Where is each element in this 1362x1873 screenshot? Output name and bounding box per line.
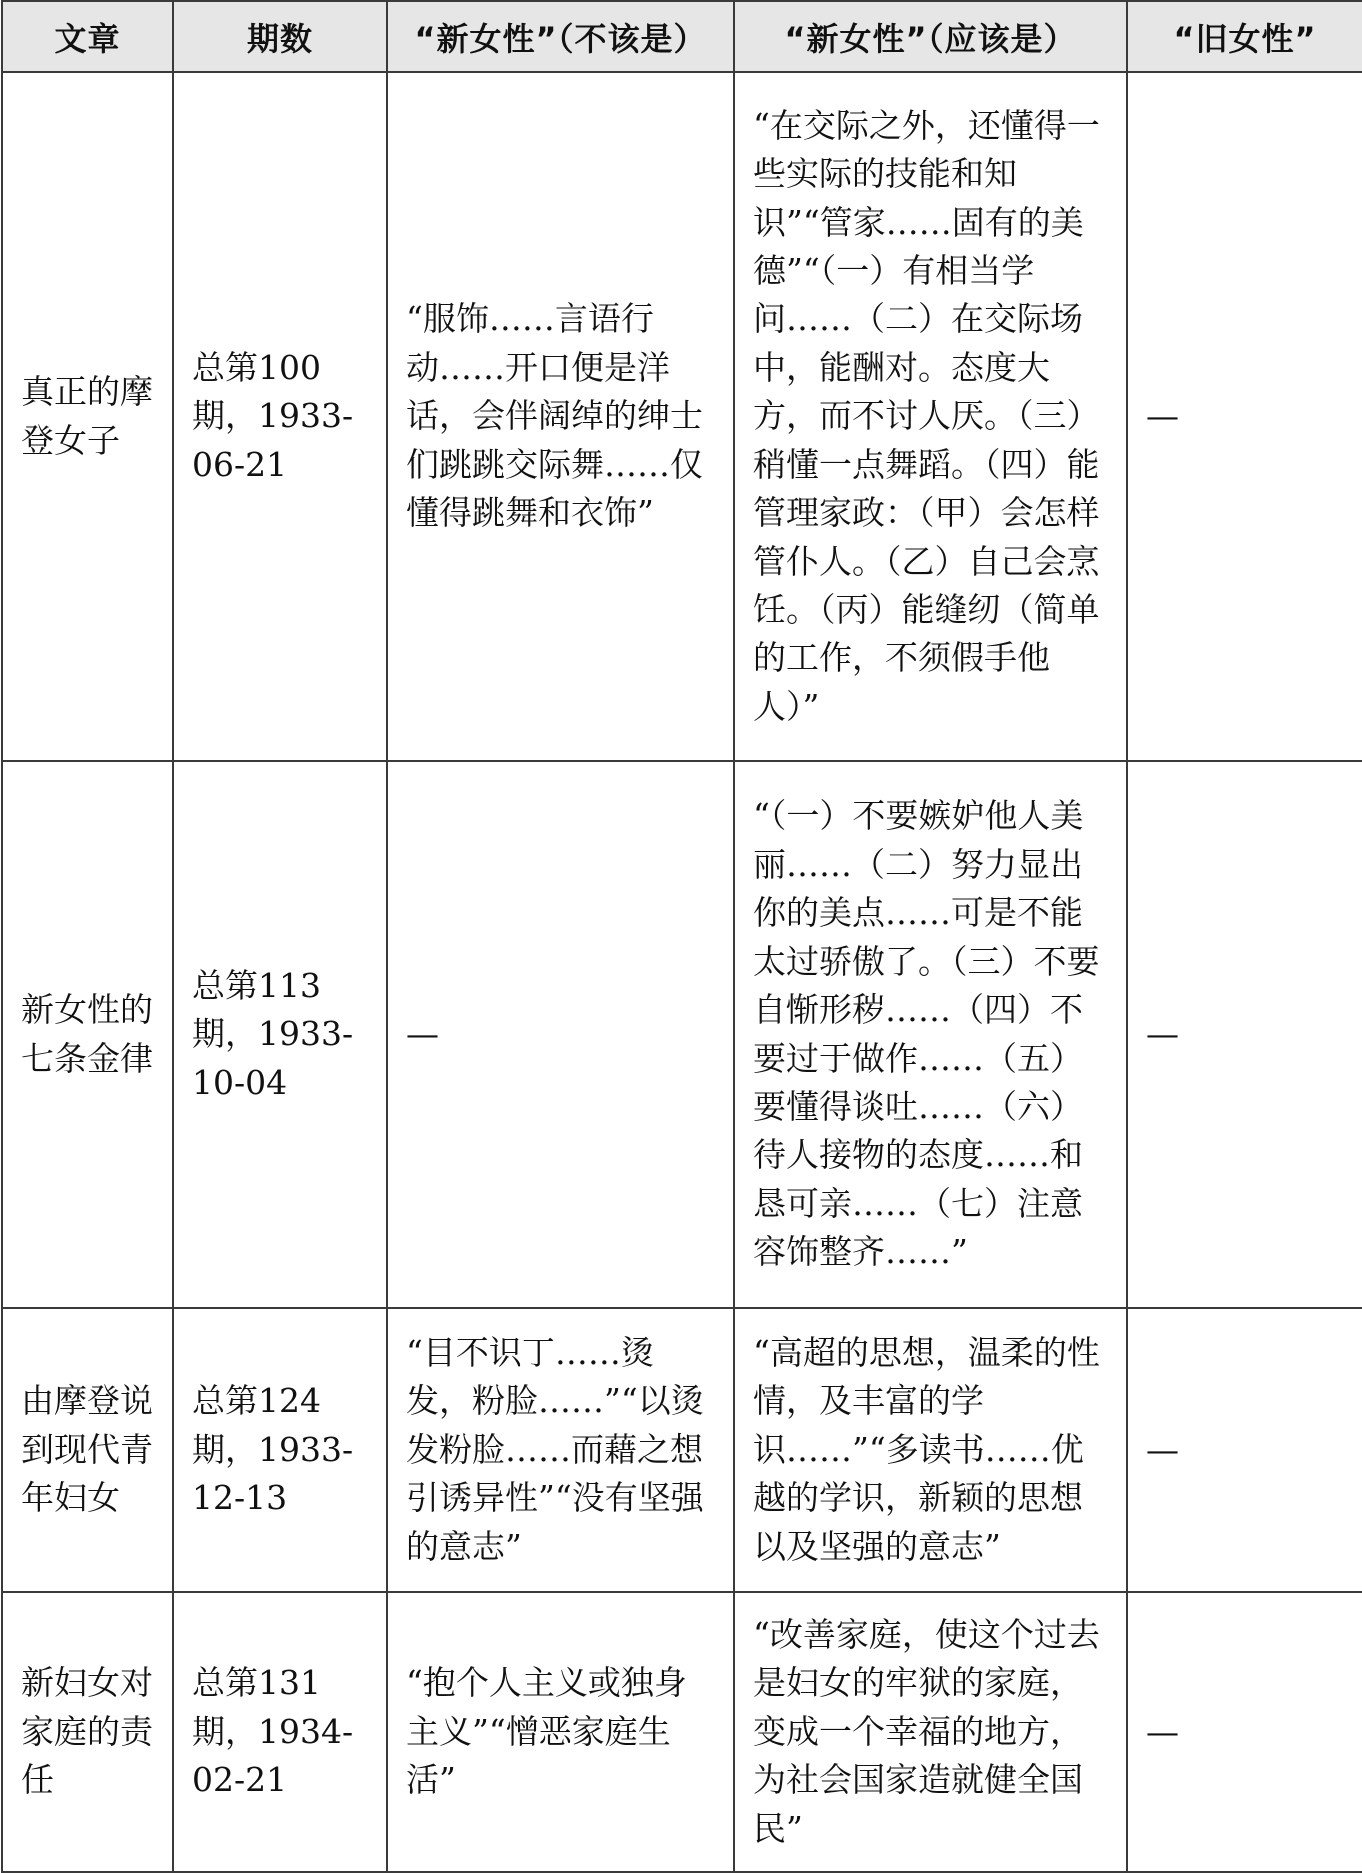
header-article: 文章	[2, 1, 173, 72]
cell-old-woman: —	[1127, 761, 1362, 1308]
cell-should-be: “高超的思想，温柔的性情，及丰富的学识……”“多读书……优越的学识，新颖的思想以及坚强的意志”	[734, 1308, 1127, 1592]
cell-issue: 总第124期，1933-12-13	[173, 1308, 387, 1592]
cell-old-woman: —	[1127, 1308, 1362, 1592]
comparison-table	[1, 0, 1362, 1873]
cell-should-be: “（一）不要嫉妒他人美丽……（二）努力显出你的美点……可是不能太过骄傲了。（三）不要自惭形秽……（四）不要过于做作……（五）要懂得谈吐……（六）待人接物的态度……和恳可亲……（七）注意容饰整齐……”	[734, 761, 1127, 1308]
cell-article: 新女性的七条金律	[2, 761, 173, 1308]
cell-issue: 总第113期，1933-10-04	[173, 761, 387, 1308]
cell-should-be: “改善家庭，使这个过去是妇女的牢狱的家庭，变成一个幸福的地方，为社会国家造就健全国民”	[734, 1592, 1127, 1872]
cell-issue: 总第131期，1934-02-21	[173, 1592, 387, 1872]
header-new-woman-should-be: “新女性”（应该是）	[734, 1, 1127, 72]
cell-issue: 总第100期，1933-06-21	[173, 72, 387, 761]
table-row	[2, 1308, 1362, 1592]
header-new-woman-not-should-be: “新女性”（不该是）	[387, 1, 734, 72]
header-old-woman: “旧女性”	[1127, 1, 1362, 72]
table-row	[2, 1592, 1362, 1872]
header-issue: 期数	[173, 1, 387, 72]
cell-article: 新妇女对家庭的责任	[2, 1592, 173, 1872]
table-header-row	[2, 1, 1362, 72]
cell-not-should-be: —	[387, 761, 734, 1308]
table-row	[2, 72, 1362, 761]
cell-article: 由摩登说到现代青年妇女	[2, 1308, 173, 1592]
cell-article: 真正的摩登女子	[2, 72, 173, 761]
cell-old-woman: —	[1127, 1592, 1362, 1872]
cell-not-should-be: “服饰……言语行动……开口便是洋话，会伴阔绰的绅士们跳跳交际舞……仅懂得跳舞和衣饰”	[387, 72, 734, 761]
cell-not-should-be: “抱个人主义或独身主义”“憎恶家庭生活”	[387, 1592, 734, 1872]
cell-not-should-be: “目不识丁……烫发，粉脸……”“以烫发粉脸……而藉之想引诱异性”“没有坚强的意志”	[387, 1308, 734, 1592]
cell-should-be: “在交际之外，还懂得一些实际的技能和知识”“管家……固有的美德”“（一）有相当学问……（二）在交际场中，能酬对。态度大方，而不讨人厌。（三）稍懂一点舞蹈。（四）能管理家政：（甲）会怎样管仆人。（乙）自己会烹饪。（丙）能缝纫（简单的工作，不须假手他人）”	[734, 72, 1127, 761]
cell-old-woman: —	[1127, 72, 1362, 761]
table-row	[2, 761, 1362, 1308]
